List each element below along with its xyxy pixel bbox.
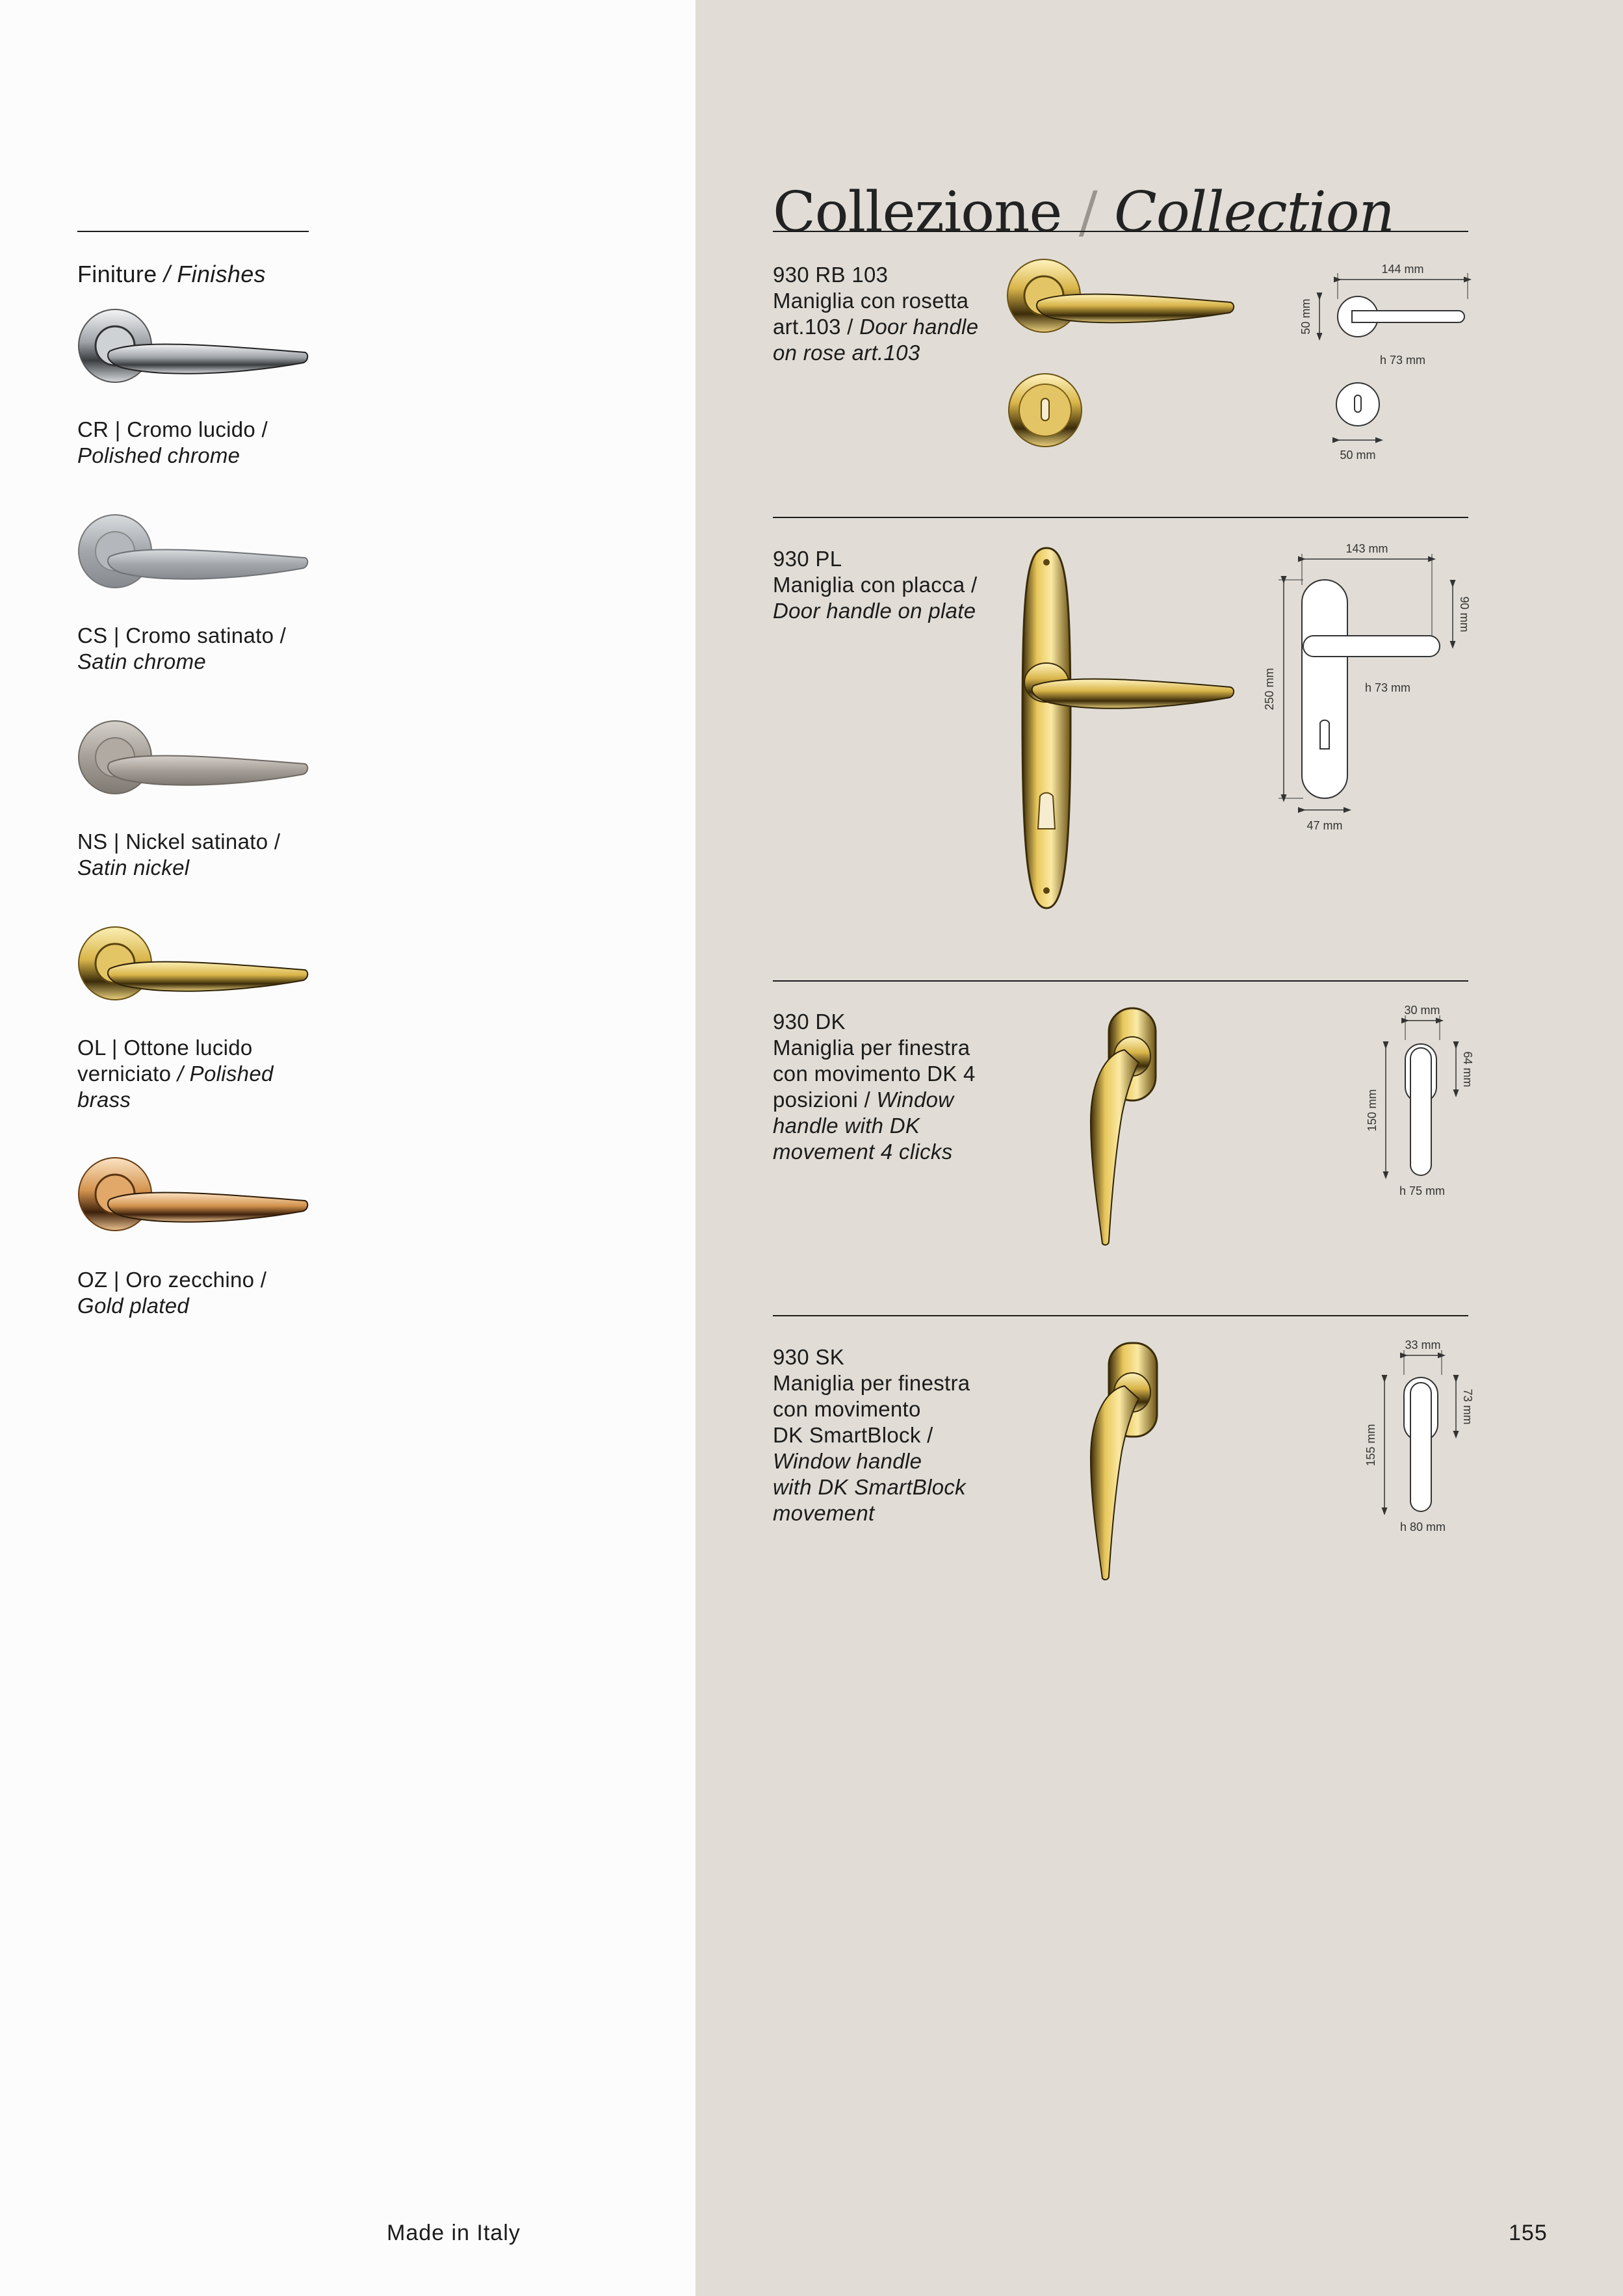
product-sk-code: 930 SK <box>773 1345 845 1369</box>
product-sk-line: con movimento <box>773 1397 921 1421</box>
finishes-heading-main: Finiture <box>77 261 157 287</box>
finish-cs-handle-image <box>77 511 311 602</box>
product-dk-text <box>773 1009 1013 1165</box>
product-sk-italic: with DK SmartBlock <box>773 1475 966 1499</box>
collection-title-italic: Collection <box>1114 180 1394 245</box>
product-pl-dim-width: 143 mm <box>1345 542 1388 555</box>
finish-ol-code2: verniciato <box>77 1062 172 1086</box>
collection-title-slash: / <box>1078 180 1097 245</box>
finish-ol-code: OL | Ottone lucido <box>77 1036 253 1060</box>
product-dk-dim-h: h 75 mm <box>1399 1184 1446 1197</box>
product-pl-dim-plate: 47 mm <box>1306 819 1343 832</box>
finishes-rule <box>77 231 309 232</box>
made-in-italy: Made in Italy <box>387 2221 521 2245</box>
product-pl-code: 930 PL <box>773 547 842 571</box>
product-sk-line: DK SmartBlock / <box>773 1423 933 1447</box>
product-dk-line: posizioni / <box>773 1088 871 1112</box>
finish-cr-label <box>77 417 268 469</box>
product-sk-handle-image <box>1072 1339 1170 1583</box>
collection-title <box>773 180 1394 245</box>
product-sk-italic: movement <box>773 1501 875 1525</box>
collection-title-main: Collezione <box>773 180 1062 245</box>
product-rb103-keyhole-rose-image <box>1007 372 1085 450</box>
product-dk-line: Maniglia per finestra <box>773 1036 970 1060</box>
product-dk-handle-image <box>1072 1004 1170 1248</box>
product-dk-code: 930 DK <box>773 1010 846 1034</box>
product-sk-dim-width: 33 mm <box>1405 1338 1441 1351</box>
finish-cr-code: CR | Cromo lucido / <box>77 417 268 441</box>
product-rb103-dim-h: h 73 mm <box>1379 354 1426 367</box>
product-sk-dim-offset: 73 mm <box>1461 1389 1474 1425</box>
product-rb103-dimension-drawing <box>1293 254 1475 468</box>
product-dk-italic: movement 4 clicks <box>773 1140 953 1164</box>
finish-ns-handle-image <box>77 717 311 808</box>
product-sk-dim-h: h 80 mm <box>1399 1520 1446 1533</box>
product-dk-line: con movimento DK 4 <box>773 1062 976 1086</box>
product-sk-italic: Window handle <box>773 1449 922 1473</box>
product-pl-dim-height: 250 mm <box>1263 668 1276 711</box>
collection-title-rule <box>773 231 1468 232</box>
product-rb103-handle-image <box>1006 257 1240 341</box>
product-sk-line: Maniglia per finestra <box>773 1371 970 1395</box>
finish-ol-handle-image <box>77 923 311 1014</box>
product-sk-text <box>773 1344 1013 1526</box>
finish-cr-name: Polished chrome <box>77 443 240 467</box>
product-pl-text <box>773 546 1007 624</box>
finish-oz-label <box>77 1267 266 1319</box>
product-rb103-dim-height: 50 mm <box>1299 298 1312 335</box>
product-dk-dimension-drawing <box>1358 1001 1479 1203</box>
product-sk-dim-height: 155 mm <box>1364 1424 1377 1467</box>
product-dk-italic: Window <box>876 1088 954 1112</box>
finish-ol-label <box>77 1035 274 1113</box>
finish-ns-name: Satin nickel <box>77 855 190 880</box>
page-number: 155 <box>1509 2221 1548 2245</box>
product-separator-rule <box>773 517 1468 518</box>
finish-cs-name: Satin chrome <box>77 649 207 673</box>
product-rb103-italic: on rose art.103 <box>773 341 920 365</box>
finish-oz-handle-image <box>77 1154 311 1245</box>
product-separator-rule <box>773 1315 1468 1316</box>
product-rb103-dim-rose: 50 mm <box>1340 449 1376 462</box>
finish-ol-name2: brass <box>77 1088 131 1112</box>
product-sk-dimension-drawing <box>1358 1336 1479 1537</box>
product-dk-dim-height: 150 mm <box>1366 1089 1379 1132</box>
product-pl-dimension-drawing <box>1251 540 1475 839</box>
finish-ns-code: NS | Nickel satinato / <box>77 829 281 854</box>
product-pl-dim-offset: 90 mm <box>1458 596 1471 633</box>
finish-cr-handle-image <box>77 306 311 397</box>
finish-cs-code: CS | Cromo satinato / <box>77 623 287 647</box>
product-rb103-code: 930 RB 103 <box>773 263 889 287</box>
product-rb103-text <box>773 262 1000 366</box>
product-rb103-line: art.103 / <box>773 315 853 339</box>
finish-oz-name: Gold plated <box>77 1294 190 1318</box>
finish-cs-label <box>77 623 286 675</box>
product-rb103-dim-width: 144 mm <box>1381 263 1424 276</box>
product-pl-italic: Door handle on plate <box>773 599 976 623</box>
product-pl-dim-h: h 73 mm <box>1364 681 1411 694</box>
product-dk-italic: handle with DK <box>773 1114 920 1138</box>
finish-ol-name: / Polished <box>177 1062 274 1086</box>
product-pl-line: Maniglia con placca / <box>773 573 978 597</box>
finishes-heading <box>77 261 266 287</box>
product-dk-dim-width: 30 mm <box>1404 1004 1440 1017</box>
product-separator-rule <box>773 980 1468 982</box>
product-pl-handle-image <box>1011 543 1238 913</box>
product-rb103-line: Maniglia con rosetta <box>773 289 969 313</box>
finishes-heading-italic: / Finishes <box>163 261 266 287</box>
product-dk-dim-offset: 64 mm <box>1461 1051 1474 1088</box>
finish-oz-code: OZ | Oro zecchino / <box>77 1268 267 1292</box>
product-rb103-italic: Door handle <box>859 315 979 339</box>
finish-ns-label <box>77 829 280 881</box>
